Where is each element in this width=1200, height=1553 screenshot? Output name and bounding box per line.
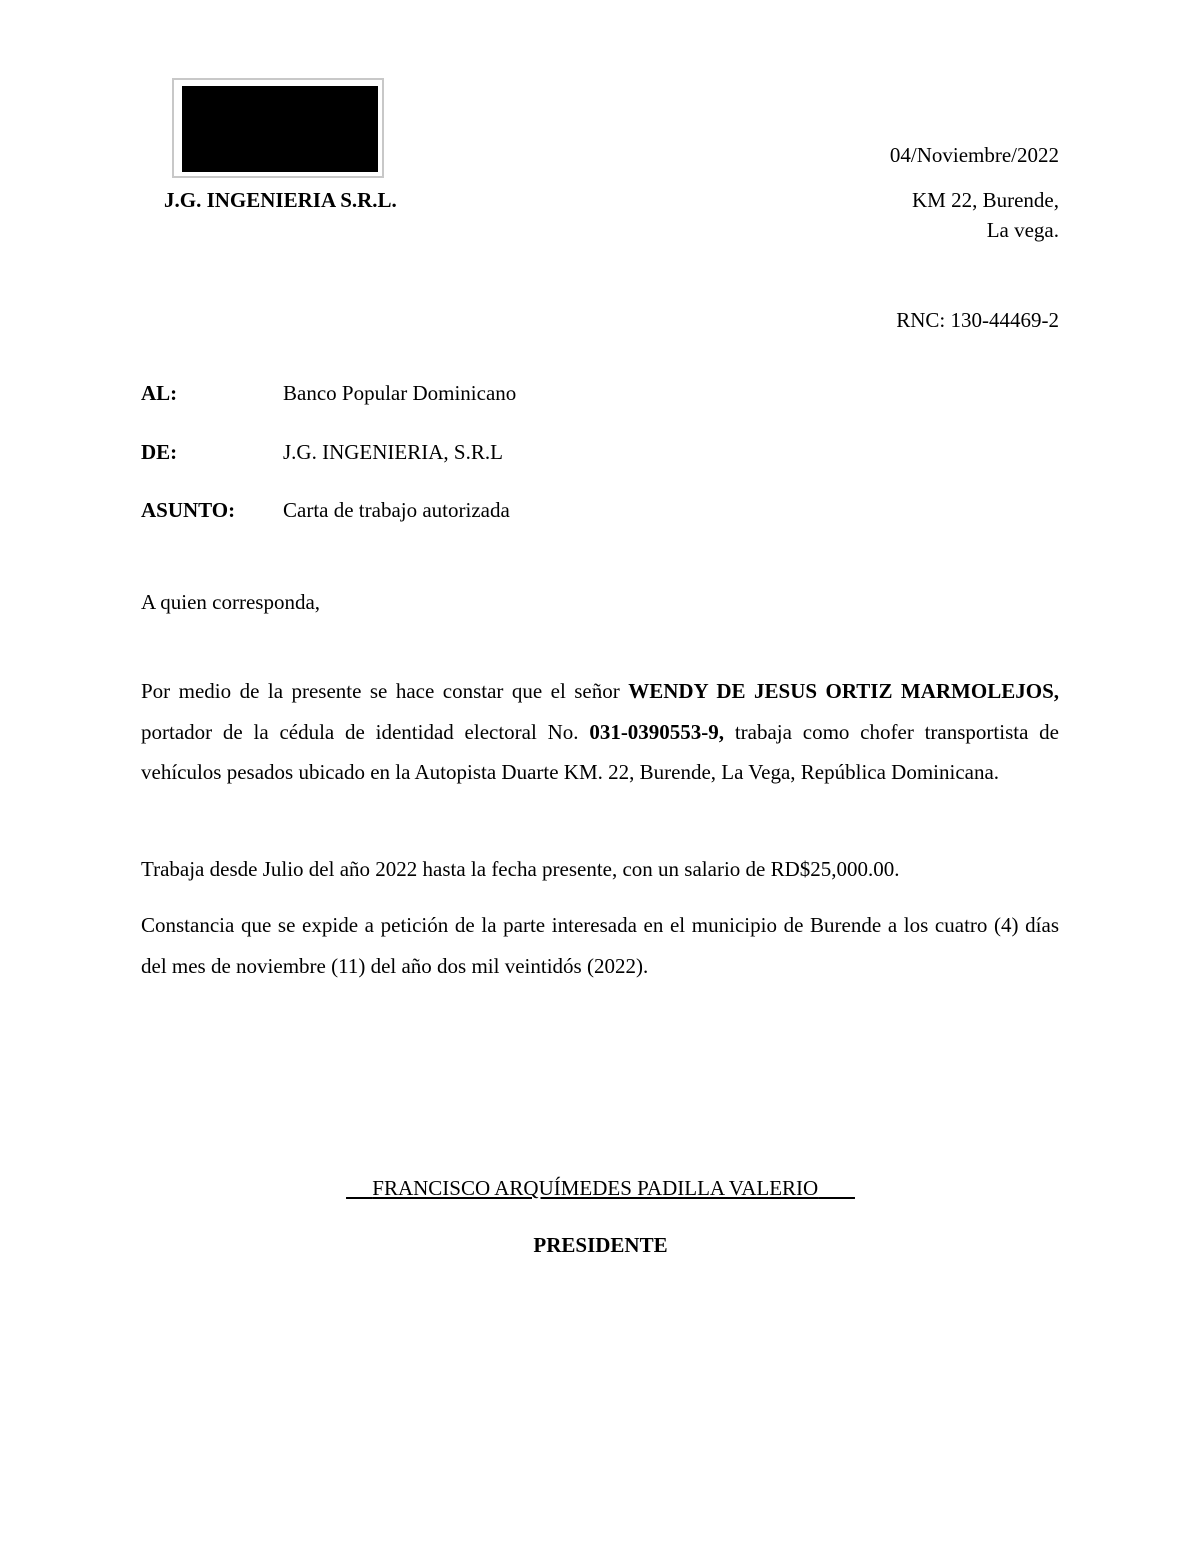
employee-name: WENDY DE JESUS ORTIZ MARMOLEJOS, [628,679,1059,703]
p1-text-c: trabaja como chofer transportista de vehículos pesados ubicado en la Autopista Duarte KM. 22, Burende, La Vega, República Dominicana. [141,719,1059,785]
redaction-block [182,86,378,172]
memo-subject-label: ASUNTO: [141,498,236,522]
letter-date: 04/Noviembre/2022 [889,143,1059,167]
rnc-number: RNC: 130-44469-2 [896,308,1059,332]
memo-to-label: AL: [141,381,178,405]
signatory-name: FRANCISCO ARQUÍMEDES PADILLA VALERIO [372,1176,819,1200]
body-paragraph-1 [141,671,1059,793]
signatory-title: PRESIDENTE [533,1233,668,1257]
greeting: A quien corresponda, [141,590,321,614]
body-paragraph-3: Constancia que se expide a petición de la parte interesada en el municipio de Burende a los cuatro (4) días del mes de noviembre (11) del año dos mil veintidós (2022). [141,913,1059,978]
memo-subject-value: Carta de trabajo autorizada [283,498,510,522]
p1-text-a: Por medio de la presente se hace constar que el señor [141,679,629,703]
id-number: 031-0390553-9, [589,719,725,744]
p1-text-b: portador de la cédula de identidad electoral No. [141,719,590,744]
memo-from-label: DE: [141,440,178,464]
memo-from-value: J.G. INGENIERIA, S.R.L [283,440,503,464]
company-name: J.G. INGENIERIA S.R.L. [164,188,397,212]
memo-to-value: Banco Popular Dominicano [283,381,517,405]
company-logo-redacted [172,78,384,178]
body-paragraph-2: Trabaja desde Julio del año 2022 hasta la fecha presente, con un salario de RD$25,000.00. [141,857,900,881]
signature-line [317,1176,884,1201]
address-line-1: KM 22, Burende, [912,188,1059,212]
address-line-2: La vega. [986,218,1059,242]
